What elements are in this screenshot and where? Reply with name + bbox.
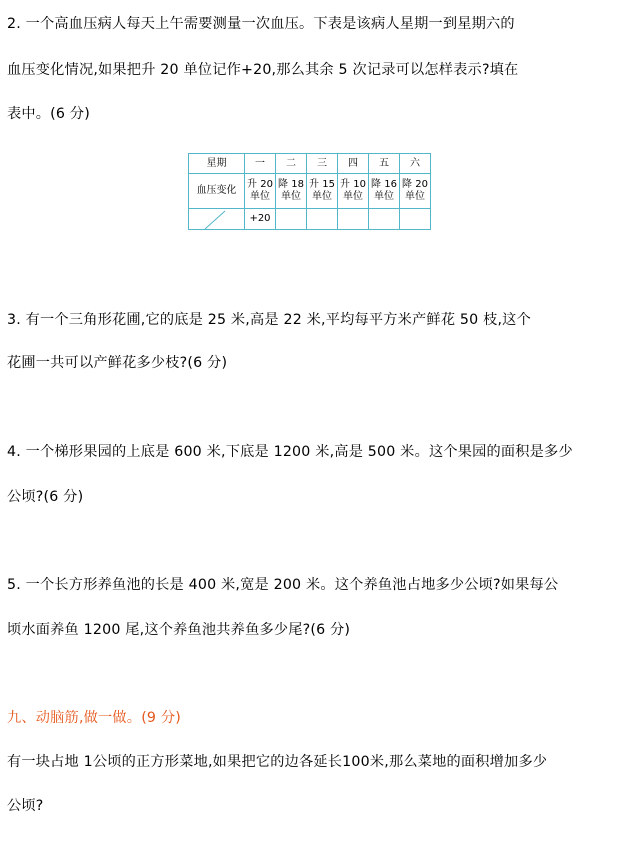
q4-line-1: 4. 一个梯形果园的上底是 600 米,下底是 1200 米,高是 500 米。这个果园的面积是多少 — [7, 444, 573, 460]
diagonal-line — [189, 209, 244, 229]
day-cell: 六 — [400, 154, 431, 174]
change-cell — [245, 174, 276, 209]
answer-cell[interactable] — [307, 209, 338, 230]
section-9-heading: 九、动脑筋,做一做。(9 分) — [7, 710, 181, 726]
change-direction: 降 20 — [402, 179, 428, 190]
answer-cell[interactable] — [338, 209, 369, 230]
day-cell: 一 — [245, 154, 276, 174]
q2-line-3: 表中。(6 分) — [7, 106, 90, 122]
change-unit: 单位 — [250, 191, 270, 202]
q2-line-1: 2. 一个高血压病人每天上午需要测量一次血压。下表是该病人星期一到星期六的 — [7, 16, 515, 32]
blood-pressure-table — [188, 153, 431, 230]
table-answer-row — [189, 209, 431, 230]
change-cell — [400, 174, 431, 209]
answer-cell[interactable] — [276, 209, 307, 230]
section-9-line-2: 公顷? — [7, 798, 44, 814]
answer-cell: +20 — [245, 209, 276, 230]
q3-line-2: 花圃一共可以产鲜花多少枝?(6 分) — [7, 355, 228, 371]
answer-cell[interactable] — [369, 209, 400, 230]
q4-line-2: 公顷?(6 分) — [7, 489, 84, 505]
change-direction: 升 10 — [340, 179, 366, 190]
change-cell — [276, 174, 307, 209]
table-change-row — [189, 174, 431, 209]
section-9-line-1: 有一块占地 1公顷的正方形菜地,如果把它的边各延长100米,那么菜地的面积增加多少 — [7, 754, 548, 770]
day-cell: 二 — [276, 154, 307, 174]
change-unit: 单位 — [312, 191, 332, 202]
change-unit: 单位 — [374, 191, 394, 202]
change-cell — [338, 174, 369, 209]
q3-line-1: 3. 有一个三角形花圃,它的底是 25 米,高是 22 米,平均每平方米产鲜花 50 枝,这个 — [7, 312, 531, 328]
change-unit: 单位 — [343, 191, 363, 202]
change-direction: 升 20 — [247, 179, 273, 190]
day-cell: 五 — [369, 154, 400, 174]
header-label-cell: 星期 — [189, 154, 245, 174]
row-label-cell: 血压变化 — [189, 174, 245, 209]
q5-line-2: 顷水面养鱼 1200 尾,这个养鱼池共养鱼多少尾?(6 分) — [7, 622, 351, 638]
change-direction: 降 16 — [371, 179, 397, 190]
change-unit: 单位 — [405, 191, 425, 202]
change-direction: 降 18 — [278, 179, 304, 190]
table-header-row — [189, 154, 431, 174]
q2-line-2: 血压变化情况,如果把升 20 单位记作+20,那么其余 5 次记录可以怎样表示?填在 — [7, 62, 519, 78]
change-unit: 单位 — [281, 191, 301, 202]
diagonal-cell — [189, 209, 245, 230]
answer-cell[interactable] — [400, 209, 431, 230]
day-cell: 三 — [307, 154, 338, 174]
day-cell: 四 — [338, 154, 369, 174]
q5-line-1: 5. 一个长方形养鱼池的长是 400 米,宽是 200 米。这个养鱼池占地多少公顷?如果每公 — [7, 577, 559, 593]
change-direction: 升 15 — [309, 179, 335, 190]
change-cell — [307, 174, 338, 209]
change-cell — [369, 174, 400, 209]
